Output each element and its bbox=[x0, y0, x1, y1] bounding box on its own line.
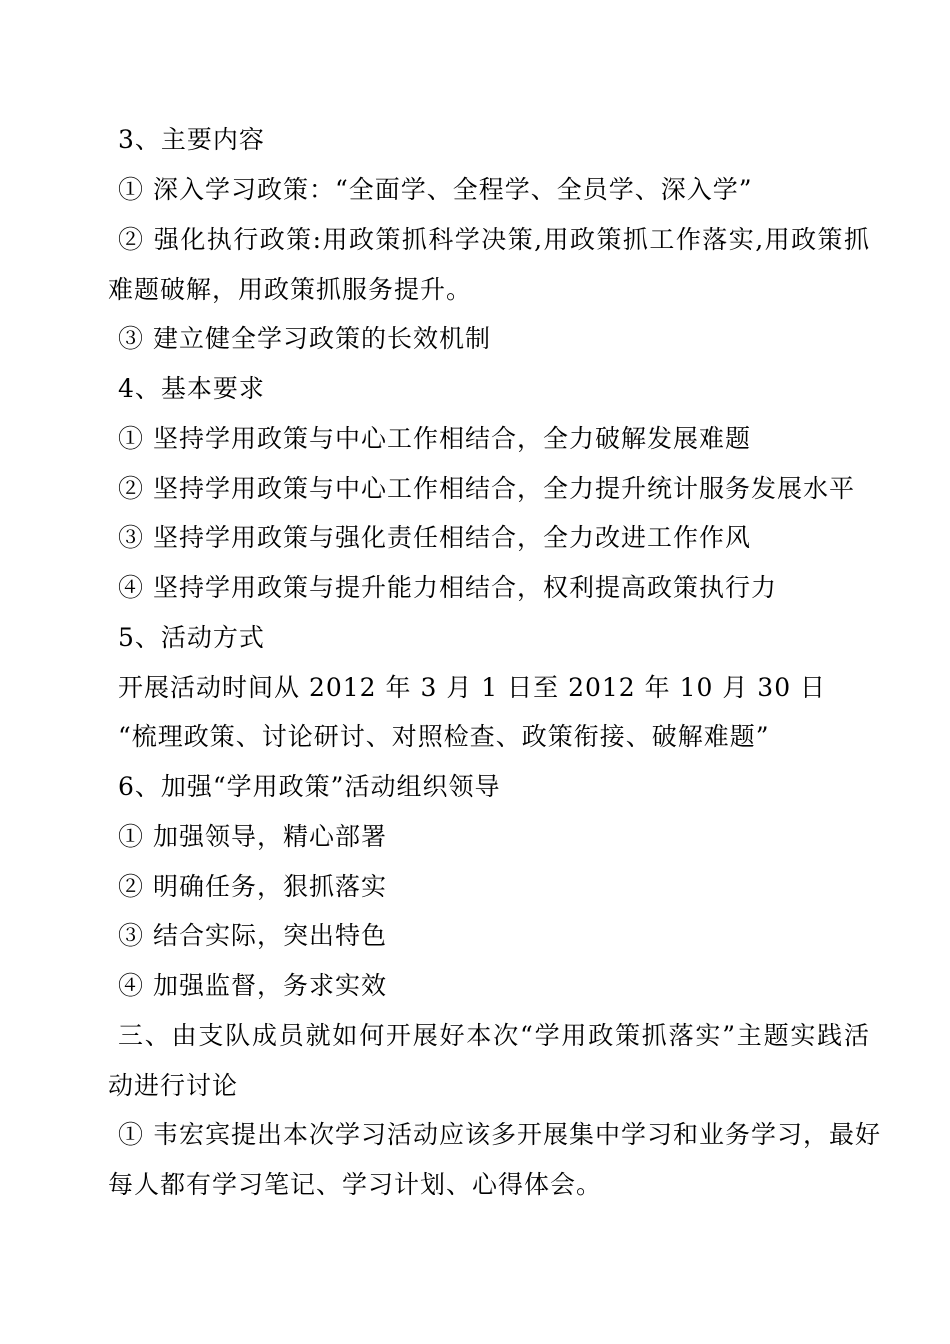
section-heading-discussion: 三、由支队成员就如何开展好本次“学用政策抓落实”主题实践活 bbox=[118, 1021, 870, 1050]
section-heading-leadership: 6、加强“学用政策”活动组织领导 bbox=[118, 772, 501, 801]
section-heading-main-content: 3、主要内容 bbox=[118, 125, 265, 154]
content-item-3: ③ 建立健全学习政策的长效机制 bbox=[118, 324, 491, 353]
discussion-item-1-continued: 每人都有学习笔记、学习计划、心得体会。 bbox=[108, 1170, 603, 1199]
activity-period: 开展活动时间从 2012 年 3 月 1 日至 2012 年 10 月 30 日 bbox=[118, 673, 827, 702]
requirement-item-2: ② 坚持学用政策与中心工作相结合，全力提升统计服务发展水平 bbox=[118, 474, 855, 503]
discussion-item-1: ① 韦宏宾提出本次学习活动应该多开展集中学习和业务学习，最好 bbox=[118, 1120, 881, 1149]
leadership-item-4: ④ 加强监督，务求实效 bbox=[118, 971, 387, 1000]
requirement-item-1: ① 坚持学用政策与中心工作相结合，全力破解发展难题 bbox=[118, 424, 751, 453]
requirement-item-4: ④ 坚持学用政策与提升能力相结合，权利提高政策执行力 bbox=[118, 573, 777, 602]
section-heading-activity-method: 5、活动方式 bbox=[118, 623, 265, 652]
content-item-2-continued: 难题破解，用政策抓服务提升。 bbox=[108, 275, 473, 304]
activity-steps: “梳理政策、讨论研讨、对照检查、政策衔接、破解难题” bbox=[118, 722, 770, 751]
leadership-item-3: ③ 结合实际，突出特色 bbox=[118, 921, 387, 950]
section-heading-discussion-continued: 动进行讨论 bbox=[108, 1071, 239, 1100]
requirement-item-3: ③ 坚持学用政策与强化责任相结合，全力改进工作作风 bbox=[118, 523, 751, 552]
content-item-2: ② 强化执行政策:用政策抓科学决策,用政策抓工作落实,用政策抓 bbox=[118, 225, 870, 254]
leadership-item-2: ② 明确任务，狠抓落实 bbox=[118, 872, 387, 901]
content-item-1: ① 深入学习政策：“全面学、全程学、全员学、深入学” bbox=[118, 175, 753, 204]
section-heading-basic-requirements: 4、基本要求 bbox=[118, 374, 265, 403]
leadership-item-1: ① 加强领导，精心部署 bbox=[118, 822, 387, 851]
